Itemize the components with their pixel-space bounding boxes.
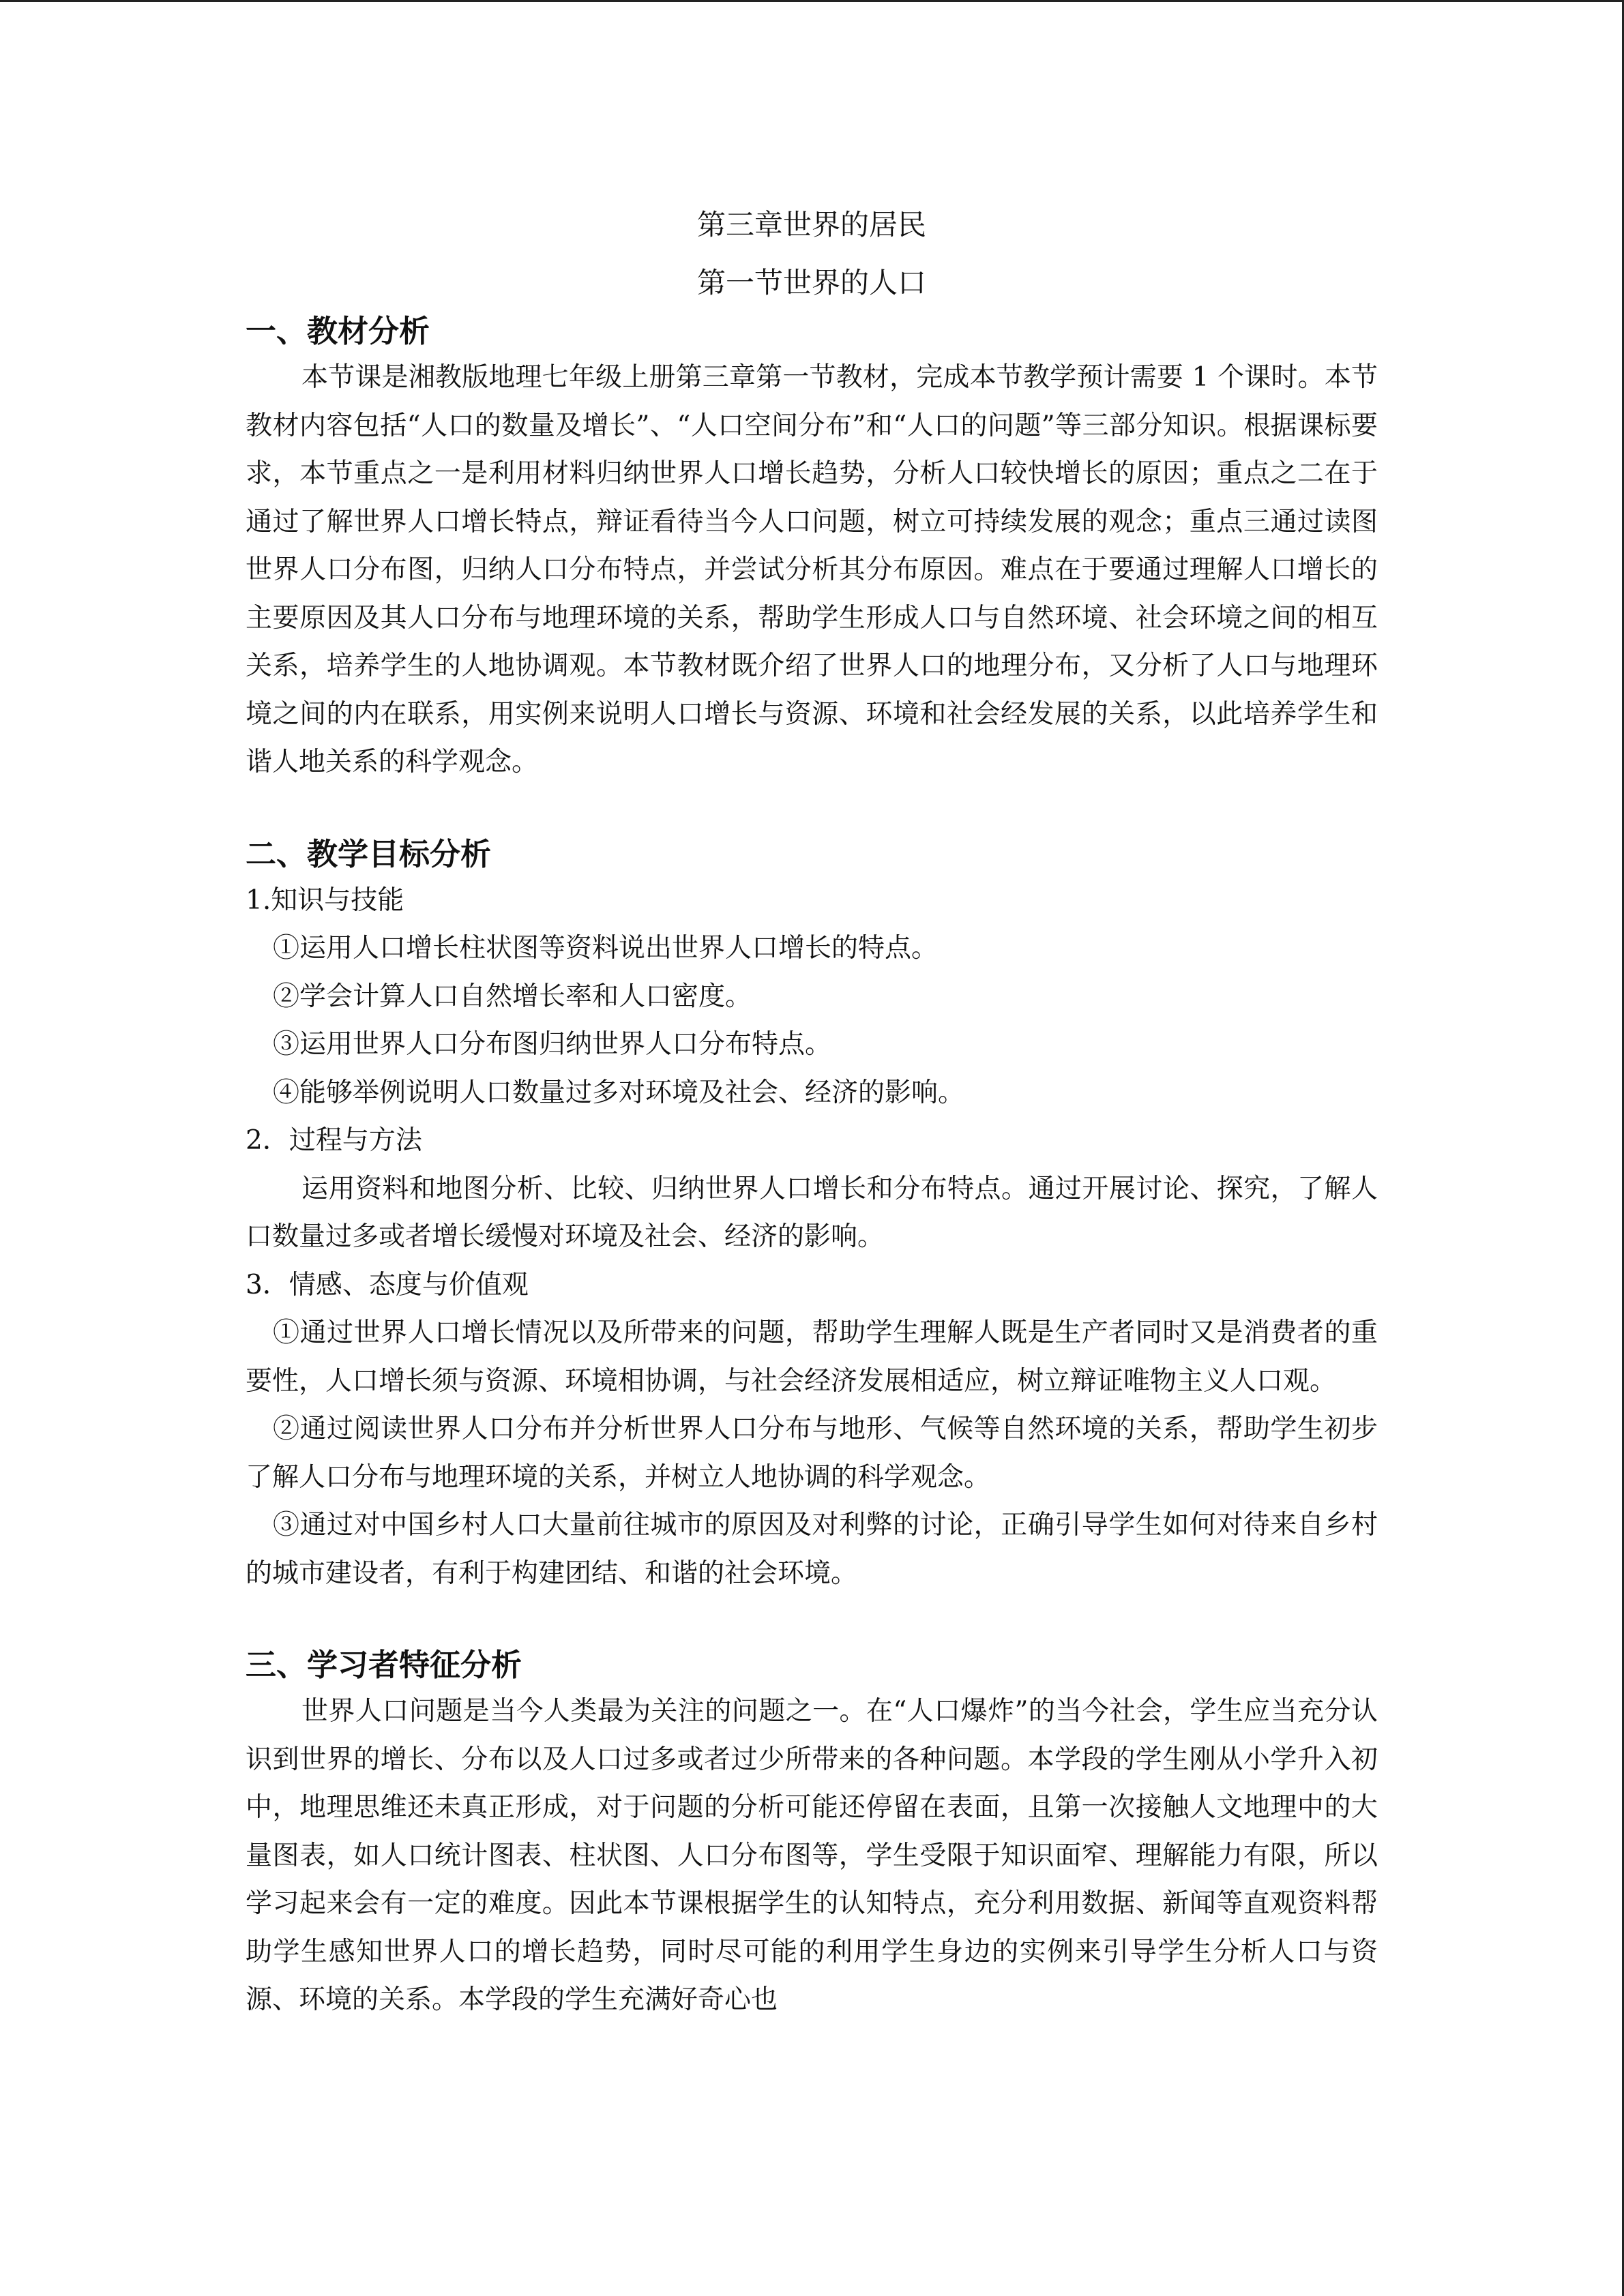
list-item: ③通过对中国乡村人口大量前往城市的原因及对利弊的讨论，正确引导学生如何对待来自乡村的城市建设者，有利于构建团结、和谐的社会环境。: [246, 1510, 1378, 1589]
list-item: ②学会计算人口自然增长率和人口密度。: [273, 981, 752, 1012]
list-item: ①运用人口增长柱状图等资料说出世界人口增长的特点。: [273, 933, 939, 964]
document-body: [246, 205, 1378, 2025]
spacer: [246, 1598, 1378, 1645]
paragraph-textbook-analysis: 本节课是湘教版地理七年级上册第三章第一节教材，完成本节教学预计需要 1 个课时。本节教材内容包括“人口的数量及增长”、“人口空间分布”和“人口的问题”等三部分知识。根据课标要求，本节重点之一是利用材料归纳世界人口增长趋势，分析人口较快增长的原因；重点之二在于通过了解世界人口增长特点，辩证看待当今人口问题，树立可持续发展的观念；重点三通过读图世界人口分布图，归纳人口分布特点，并尝试分析其分布原因。难点在于要通过理解人口增长的主要原因及其人口分布与地理环境的关系，帮助学生形成人口与自然环境、社会环境之间的相互关系，培养学生的人地协调观。本节教材既介绍了世界人口的地理分布，又分析了人口与地理环境之间的内在联系，用实例来说明人口增长与资源、环境和社会经发展的关系，以此培养学生和谐人地关系的科学观念。: [246, 362, 1378, 777]
chapter-title: 第三章世界的居民: [696, 208, 926, 241]
subheading-process-methods: 2．过程与方法: [246, 1125, 422, 1156]
page-border-top: [0, 0, 1624, 2]
list-item: ①通过世界人口增长情况以及所带来的问题，帮助学生理解人既是生产者同时又是消费者的重要性，人口增长须与资源、环境相协调，与社会经济发展相适应，树立辩证唯物主义人口观。: [246, 1317, 1378, 1397]
paragraph-learner-analysis: 世界人口问题是当今人类最为关注的问题之一。在“人口爆炸”的当今社会，学生应当充分认识到世界的增长、分布以及人口过多或者过少所带来的各种问题。本学段的学生刚从小学升入初中，地理思维还未真正形成，对于问题的分析可能还停留在表面，且第一次接触人文地理中的大量图表，如人口统计图表、柱状图、人口分布图等，学生受限于知识面窄、理解能力有限，所以学习起来会有一定的难度。因此本节课根据学生的认知特点，充分利用数据、新闻等直观资料帮助学生感知世界人口的增长趋势，同时尽可能的利用学生身边的实例来引导学生分析人口与资源、环境的关系。本学段的学生充满好奇心也: [246, 1696, 1378, 2015]
paragraph-process-methods: 运用资料和地图分析、比较、归纳世界人口增长和分布特点。通过开展讨论、探究，了解人口数量过多或者增长缓慢对环境及社会、经济的影响。: [246, 1173, 1378, 1252]
list-item: ④能够举例说明人口数量过多对环境及社会、经济的影响。: [273, 1077, 965, 1108]
section-title: 第一节世界的人口: [696, 266, 926, 299]
spacer: [246, 787, 1378, 835]
subheading-attitudes-values: 3．情感、态度与价值观: [246, 1269, 529, 1300]
heading-textbook-analysis: 一、教材分析: [246, 313, 430, 349]
list-item: ③运用世界人口分布图归纳世界人口分布特点。: [273, 1029, 832, 1060]
list-item: ②通过阅读世界人口分布并分析世界人口分布与地形、气候等自然环境的关系，帮助学生初步了解人口分布与地理环境的关系，并树立人地协调的科学观念。: [246, 1414, 1378, 1493]
heading-learner-analysis: 三、学习者特征分析: [246, 1647, 522, 1683]
heading-teaching-objectives: 二、教学目标分析: [246, 835, 492, 872]
subheading-knowledge-skills: 1.知识与技能: [246, 884, 404, 916]
